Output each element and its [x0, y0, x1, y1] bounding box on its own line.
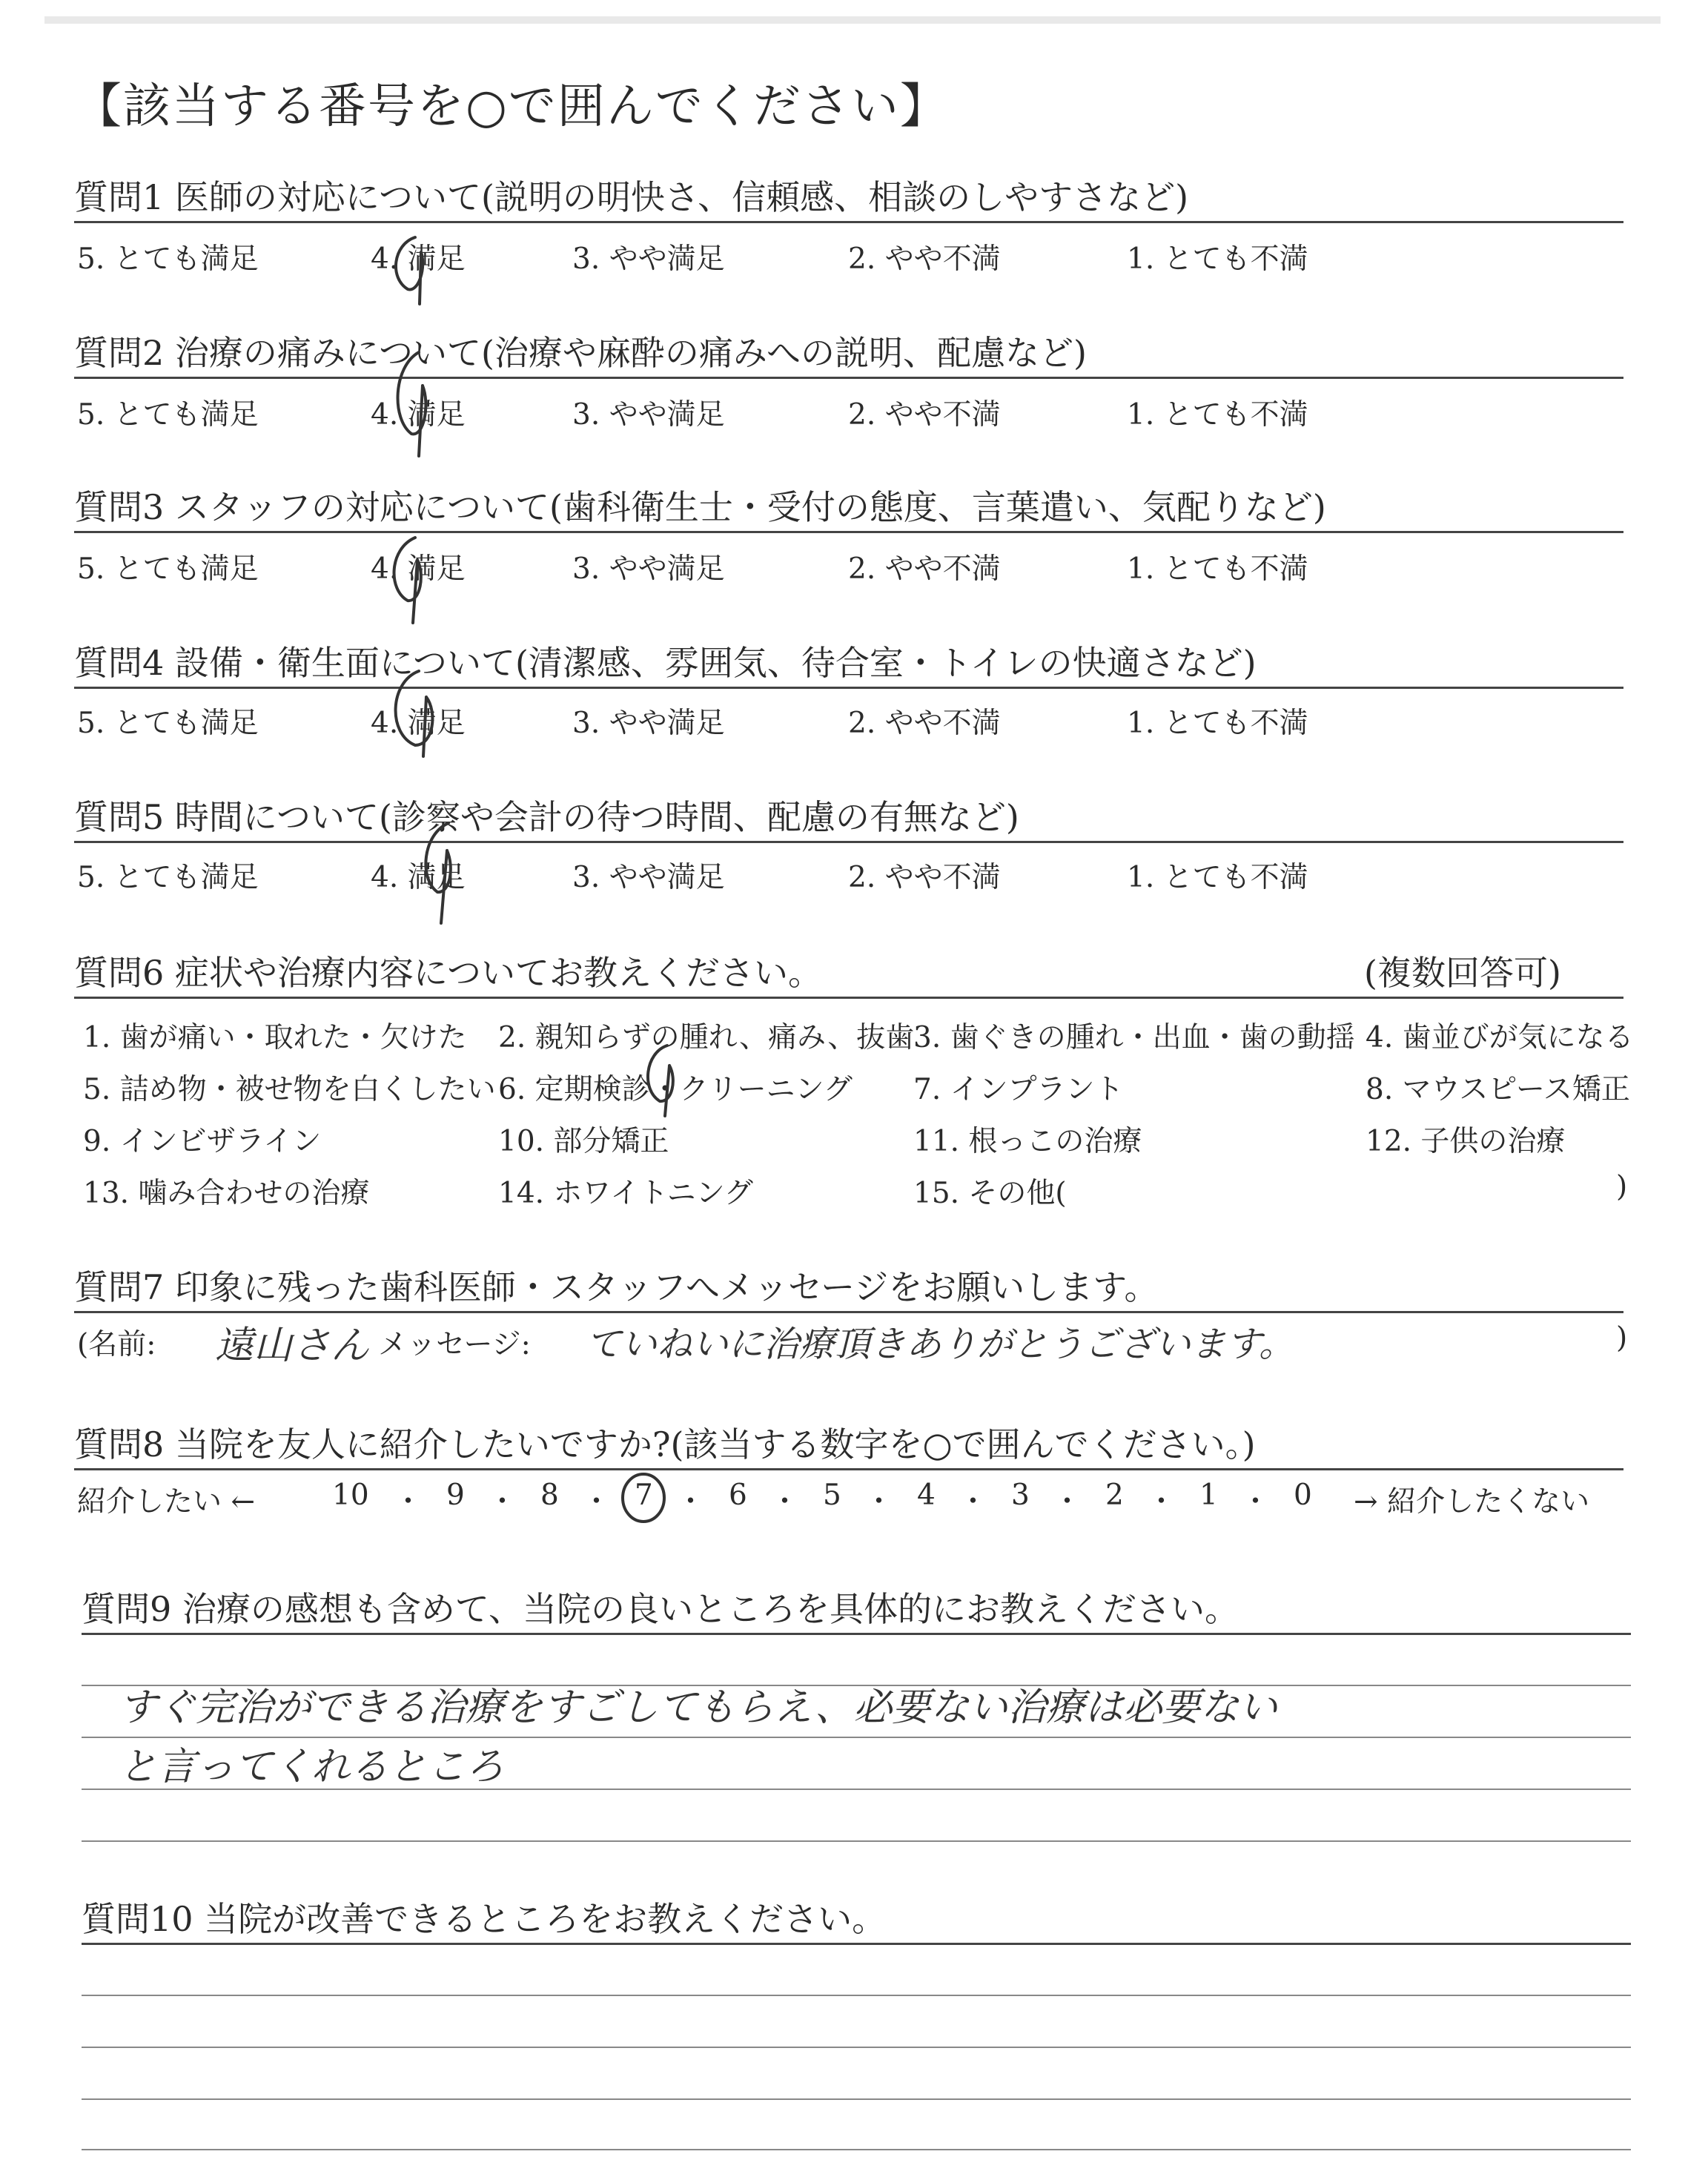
q5-option-4[interactable]: 4. 満足	[371, 861, 466, 894]
q2-option-5[interactable]: 5. とても満足	[77, 398, 259, 432]
q1-option-4[interactable]: 4. 満足	[371, 242, 466, 276]
dot: ・	[1241, 1485, 1271, 1519]
q8-score-3[interactable]: 3	[1011, 1479, 1030, 1512]
q5-option-5[interactable]: 5. とても満足	[77, 861, 259, 894]
q2-option-2[interactable]: 2. やや不満	[848, 398, 1001, 432]
q8-score-0[interactable]: 0	[1294, 1479, 1312, 1512]
dot: ・	[394, 1485, 423, 1519]
divider	[82, 1633, 1631, 1635]
q4-option-3[interactable]: 3. やや満足	[572, 707, 725, 740]
q7-message-value[interactable]: ていねいに治療頂きありがとうございます。	[586, 1324, 1295, 1365]
q5-option-3[interactable]: 3. やや満足	[572, 861, 725, 894]
q5-option-2[interactable]: 2. やや不満	[848, 861, 1001, 894]
divider	[74, 221, 1623, 223]
q6-option-3[interactable]: 3. 歯ぐきの腫れ・出血・歯の動揺	[913, 1021, 1355, 1054]
q3-option-3[interactable]: 3. やや満足	[572, 552, 725, 586]
q3-option-4[interactable]: 4. 満足	[371, 552, 466, 586]
q6-option-2[interactable]: 2. 親知らずの腫れ、痛み、抜歯	[498, 1021, 915, 1054]
q4-option-5[interactable]: 5. とても満足	[77, 707, 259, 740]
q8-score-9[interactable]: 9	[446, 1479, 465, 1512]
q6-option-15[interactable]: 15. その他(	[913, 1177, 1067, 1210]
question-3-label: 質問3 スタッフの対応について(歯科衛生士・受付の態度、言葉遣い、気配りなど)	[74, 487, 1326, 527]
divider	[74, 377, 1623, 379]
question-4-label: 質問4 設備・衛生面について(清潔感、雰囲気、待合室・トイレの快適さなど)	[74, 643, 1257, 683]
q1-option-1[interactable]: 1. とても不満	[1127, 242, 1308, 276]
question-9-label: 質問9 治療の感想も含めて、当院の良いところを具体的にお教えください。	[82, 1589, 1239, 1629]
question-6-label: 質問6 症状や治療内容についてお教えください。	[74, 953, 822, 993]
question-2-label: 質問2 治療の痛みについて(治療や麻酔の痛みへの説明、配慮など)	[74, 333, 1087, 373]
q6-option-8[interactable]: 8. マウスピース矯正	[1366, 1073, 1630, 1106]
divider	[74, 687, 1623, 689]
divider	[74, 841, 1623, 843]
q8-score-10[interactable]: 10	[332, 1479, 369, 1512]
q6-option-7[interactable]: 7. インプラント	[913, 1073, 1124, 1106]
divider	[74, 997, 1623, 999]
q3-option-5[interactable]: 5. とても満足	[77, 552, 259, 586]
q7-close-paren: )	[1616, 1321, 1628, 1355]
q8-right-label: → 紹介したくない	[1354, 1485, 1590, 1519]
q1-option-3[interactable]: 3. やや満足	[572, 242, 725, 276]
question-10-label: 質問10 当院が改善できるところをお教えください。	[82, 1899, 887, 1939]
divider	[82, 1943, 1631, 1945]
question-6-note: (複数回答可)	[1364, 953, 1561, 993]
q6-option-10[interactable]: 10. 部分矯正	[498, 1125, 669, 1158]
q4-option-4[interactable]: 4. 満足	[371, 707, 466, 740]
question-8-label: 質問8 当院を友人に紹介したいですか?(該当する数字を○で囲んでください。)	[74, 1424, 1256, 1464]
q8-score-8[interactable]: 8	[540, 1479, 559, 1512]
q3-option-1[interactable]: 1. とても不満	[1127, 552, 1308, 586]
dot: ・	[864, 1485, 894, 1519]
q4-option-1[interactable]: 1. とても不満	[1127, 707, 1308, 740]
dot: ・	[1053, 1485, 1082, 1519]
page-title: 【該当する番号を○で囲んでください】	[74, 79, 949, 134]
q8-score-4[interactable]: 4	[917, 1479, 936, 1512]
q2-option-4[interactable]: 4. 満足	[371, 398, 466, 432]
answer-line	[82, 1995, 1631, 1996]
question-5-label: 質問5 時間について(診察や会計の待つ時間、配慮の有無など)	[74, 797, 1019, 837]
answer-line	[82, 1840, 1631, 1842]
q3-option-2[interactable]: 2. やや不満	[848, 552, 1001, 586]
q2-option-1[interactable]: 1. とても不満	[1127, 398, 1308, 432]
dot: ・	[488, 1485, 517, 1519]
divider	[74, 1468, 1623, 1470]
q8-score-6[interactable]: 6	[729, 1479, 747, 1512]
q7-name-label: (名前:	[77, 1328, 156, 1361]
question-1-label: 質問1 医師の対応について(説明の明快さ、信頼感、相談のしやすさなど)	[74, 177, 1189, 217]
dot: ・	[582, 1485, 612, 1519]
divider	[74, 1311, 1623, 1313]
q8-score-5[interactable]: 5	[823, 1479, 841, 1512]
q1-option-2[interactable]: 2. やや不満	[848, 242, 1001, 276]
q6-option-9[interactable]: 9. インビザライン	[83, 1125, 322, 1158]
q8-left-label: 紹介したい ←	[77, 1485, 256, 1519]
answer-line	[82, 2098, 1631, 2100]
dot: ・	[1147, 1485, 1176, 1519]
q2-option-3[interactable]: 3. やや満足	[572, 398, 725, 432]
question-7-label: 質問7 印象に残った歯科医師・スタッフへメッセージをお願いします。	[74, 1267, 1159, 1307]
dot: ・	[959, 1485, 988, 1519]
q5-option-1[interactable]: 1. とても不満	[1127, 861, 1308, 894]
q4-option-2[interactable]: 2. やや不満	[848, 707, 1001, 740]
q6-option-5[interactable]: 5. 詰め物・被せ物を白くしたい	[83, 1073, 496, 1106]
q6-option-11[interactable]: 11. 根っこの治療	[913, 1125, 1142, 1158]
divider	[74, 531, 1623, 533]
q6-option-13[interactable]: 13. 噛み合わせの治療	[83, 1177, 370, 1210]
q6-option-6[interactable]: 6. 定期検診・クリーニング	[498, 1073, 853, 1106]
q8-score-2[interactable]: 2	[1105, 1479, 1124, 1512]
dot: ・	[770, 1485, 800, 1519]
q7-message-label: メッセージ:	[378, 1328, 531, 1361]
q6-option-4[interactable]: 4. 歯並びが気になる	[1366, 1021, 1634, 1054]
q6-other-close-paren: )	[1616, 1170, 1628, 1203]
dot: ・	[676, 1485, 706, 1519]
answer-line	[82, 2047, 1631, 2048]
q7-name-value[interactable]: 遠山さん	[215, 1324, 370, 1368]
q6-option-1[interactable]: 1. 歯が痛い・取れた・欠けた	[83, 1021, 467, 1054]
q8-score-1[interactable]: 1	[1199, 1479, 1218, 1512]
q6-option-12[interactable]: 12. 子供の治療	[1366, 1125, 1566, 1158]
answer-line	[82, 2149, 1631, 2150]
q1-option-5[interactable]: 5. とても満足	[77, 242, 259, 276]
scan-top-edge	[44, 16, 1661, 24]
q9-answer-line-2[interactable]: と言ってくれるところ	[119, 1745, 505, 1789]
q6-option-14[interactable]: 14. ホワイトニング	[498, 1177, 753, 1210]
q9-answer-line-1[interactable]: すぐ完治ができる治療をすごしてもらえ、必要ない治療は必要ない	[119, 1685, 1278, 1730]
q8-score-7[interactable]: 7	[635, 1479, 653, 1512]
